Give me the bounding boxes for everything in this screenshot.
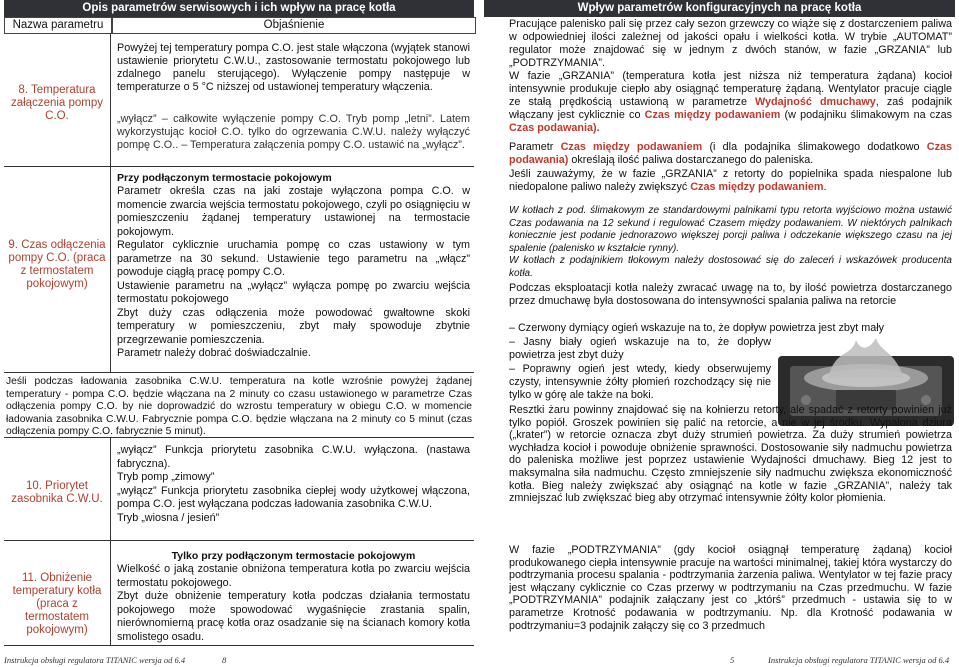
right-paragraph-6: Resztki żaru powinny znajdować się na kołnierzu retorty, ale spadać z retorty powinien już tylko popiół. Groszek powinien się palić na retorcie, a nie w jej środku. Wypalona dziura („krater”) w retorcie oznacza zbyt duży strumień powietrza. Za duży strumień powietrza wychładza kocioł i powoduje obniżenie sprawności. Dostosowanie siły nadmuchu powietrza do paleniska możliwe jest poprzez ustawienie Wydajności dmuchawy. Bieg 12 jest to maksymalna siła nadmuchu. Często zmniejszenie siły nadmuchu zwiększa ekonomiczność kotła. Bieg należy zwiększać aby osiągnąć na kotle w fazie „GRZANIA”, należy tak zmniejszać lub zwiększać bieg aby otrzymać intensywnie żółty kolor płomienia.	[509, 404, 952, 505]
right-footer: Instrukcja obsługi regulatora TITANIC wersja od 6.4	[768, 655, 950, 665]
bullet-3: – Poprawny ogień jest wtedy, kiedy obserwujemy czysty, intensywnie żółty płomień rozchodzący się nie tylko w górę ale także na boki.	[509, 363, 771, 401]
param-8-text2: „wyłącz” – całkowite wyłączenie pompy C.O. Tryb pomp „letni”. Latem wykorzystując kocioł C.O. tylko do ogrzewania C.W.U. należy wyłączyć pompę C.O.. – Temperatura załączenia pompy C.O. ustawić na „wyłącz”.	[117, 113, 470, 151]
left-header: Opis parametrów serwisowych i ich wpływ na pracę kotła	[4, 0, 474, 17]
left-footer: Instrukcja obsługi regulatora TITANIC wersja od 6.4	[4, 655, 186, 665]
fullwidth-note: Jeśli podczas ładowania zasobnika C.W.U. temperatura na kotle wzrośnie powyżej żądanej temperatury - pompa C.O. będzie włączana na 2 minuty co czasu ustawionego w parametrze Czas odłączenia pompy C.O. by nie doprowadzić do wzrostu temperatury w obiegu C.O. w momencie ładowania zasobnika C.W.U. Fabrycznie pompa C.O. będzie włączana na 2 minuty co 5 minut (czas odłączenia pompy C.O. fabrycznie 5 minut).	[6, 376, 472, 437]
bullet-2: – Jasny biały ogień wskazuje na to, że dopływ powietrza jest zbyt duży	[509, 336, 771, 361]
right-header: Wpływ parametrów konfiguracyjnych na pracę kotła	[484, 0, 955, 17]
row-divider	[4, 645, 474, 646]
bullet-1: – Czerwony dymiący ogień wskazuje na to, że dopływ powietrza jest zbyt mały	[509, 322, 885, 334]
right-paragraph-7: W fazie „PODTRZYMANIA” (gdy kocioł osiągnął temperaturę żądaną) kocioł produkowanego ciepła intensywnie pracuje na wartości minimalnej, takiej która wystarczy do podtrzymania procesu spalania - podtrzymania żarzenia paliwa. Wentylator w tej fazie pracy jest włączany cyklicznie co Czas przerwy w podtrzymaniu na Czas przedmuchu. W fazie „PODTRZYMANIA” podajnik załączany jest co „którś” przedmuch - ustawia się to w parametrze Krotność podawania w podtrzymaniu. Np. dla Krotność podawania w podtrzymaniu=3 podajnik załączy się co 3 przedmuch	[509, 544, 952, 632]
param-11-name: 11. Obniżenie temperatury kotła (praca z termostatem pokojowym)	[12, 572, 102, 636]
row-divider	[4, 166, 474, 167]
param-11-subhead: Tylko przy podłączonym termostacie pokojowym	[171, 550, 416, 562]
param-9-text: Parametr określa czas na jaki zostaje wyłączona pompa C.O. w momencie zwarcia wejścia termostatu pokojowego, czyli po osiągnięciu w pomieszczeniu żądanej temperatury ustawionej na termostacie pokojowym. Regulator cyklicznie uruchamia pompę co czas ustawiony w tym parametrze na 30 sekund. Ustawienie tego parametru na „włącz” powoduje ciągłą pracę pompy C.O. Ustawienie parametru na „wyłącz” wyłącza pompę po zwarciu wejścia termostatu pokojowego Zbyt duży czas odłączenia może powodować gwałtowne skoki temperatury w pomieszczeniu, zbyt mały spowoduje zbytnie przegrzewanie pomieszczenia. Parametr należy dobrać doświadczalnie.	[117, 185, 470, 359]
right-italic-note: W kotłach z pod. ślimakowym ze standardowymi palnikami typu retorta wyjściowo można ustawić Czas podawania na 12 sekund i regulować Czasem między podawaniem. W niektórych palnikach koniecznie jest podanie jednorazowo większej porcji paliwa i odczekanie większego czasu na jej spalenie (palenisko w kształcie rynny). W kotłach z podajnikiem tłokowym należy dostosować się do zaleceń i wskazówek producenta kotła.	[509, 205, 952, 279]
row-divider	[4, 540, 474, 541]
table-divider	[110, 437, 111, 645]
left-page-number: 8	[222, 655, 227, 665]
param-8-text1: Powyżej tej temperatury pompa C.O. jest stale włączona (wyjątek stanowi ustawienie priorytetu C.W.U., zastosowanie termostatu pokojowego lub zdalnego panelu sterującego). Wyłączenie pompy następuje w temperaturze o 5 °C niższej od ustawionej temperatury włączenia.	[117, 42, 470, 93]
right-page-number: 5	[730, 655, 735, 665]
col-header-name: Nazwa parametru	[4, 17, 112, 34]
table-divider	[110, 33, 111, 372]
right-paragraph-4: Jeśli zauważymy, że w fazie „GRZANIA” z retorty do popielnika spada niespalone lub niedopalone paliwo należy zwiększyć Czas między podawaniem.	[509, 168, 952, 193]
right-paragraph-5: Podczas eksploatacji kotła należy zwracać uwagę na to, by ilość powietrza dostarczanego przez dmuchawę była dostosowana do intensywności spalania paliwa na retorcie	[509, 282, 952, 307]
param-9-name: 9. Czas odłączenia pompy C.O. (praca z termostatem pokojowym)	[8, 239, 106, 290]
col-header-explanation: Objaśnienie	[112, 17, 476, 34]
right-paragraph-2: W fazie „GRZANIA” (temperatura kotła jest niższa niż temperatura żądana) kocioł intensywnie produkuje ciepło aby osiągnąć temperaturę żądaną. Wentylator pracuje ciągle ze stałą prędkością ustawioną w parametrze Wydajność dmuchawy, zaś podajnik włączany jest cyklicznie co Czas między podawaniem (w podajniku ślimakowym na czas Czas podawania).	[509, 70, 952, 134]
param-11-text: Wielkość o jaką zostanie obniżona temperatura kotła po zwarciu wejścia termostatu pokojowego. Zbyt duże obniżenie temperatury kotła podczas działania termostatu pokojowego może spowodować wygaśnięcie zrastania spalin, nierównomierną pracę kotła oraz osadzanie się na ścianach komory kotła smolistego osadu.	[117, 563, 470, 643]
param-10-name: 10. Priorytet zasobnika C.W.U.	[11, 480, 103, 505]
param-10-text: „wyłącz” Funkcja priorytetu zasobnika C.W.U. wyłączona. (nastawa fabryczna). Tryb pomp „zimowy” „wyłącz” Funkcja priorytetu zasobnika ciepłej wody użytkowej włączona, pompa C.O. jest wyłączana podczas ładowania zasobnika C.W.U. Tryb „wiosna / jesień”	[117, 444, 470, 524]
row-divider	[4, 372, 474, 373]
param-8-name: 8. Temperatura załączenia pompy C.O.	[10, 84, 104, 122]
right-paragraph-1: Pracujące palenisko pali się przez cały sezon grzewczy co wiąże się z dostarczeniem paliwa w odpowiedniej ilości zależnej od jakości opału i wielkości kotła. W trybie „AUTOMAT” regulator może znajdować się w jednym z dwóch stanów, w fazie „GRZANIA” lub „PODTRZYMANIA”.	[509, 18, 952, 69]
param-9-subhead: Przy podłączonym termostacie pokojowym	[117, 172, 332, 184]
right-paragraph-3: Parametr Czas między podawaniem (i dla podajnika ślimakowego dodatkowo Czas podawania) określają ilość paliwa dostarczanego do paleniska.	[509, 141, 952, 166]
